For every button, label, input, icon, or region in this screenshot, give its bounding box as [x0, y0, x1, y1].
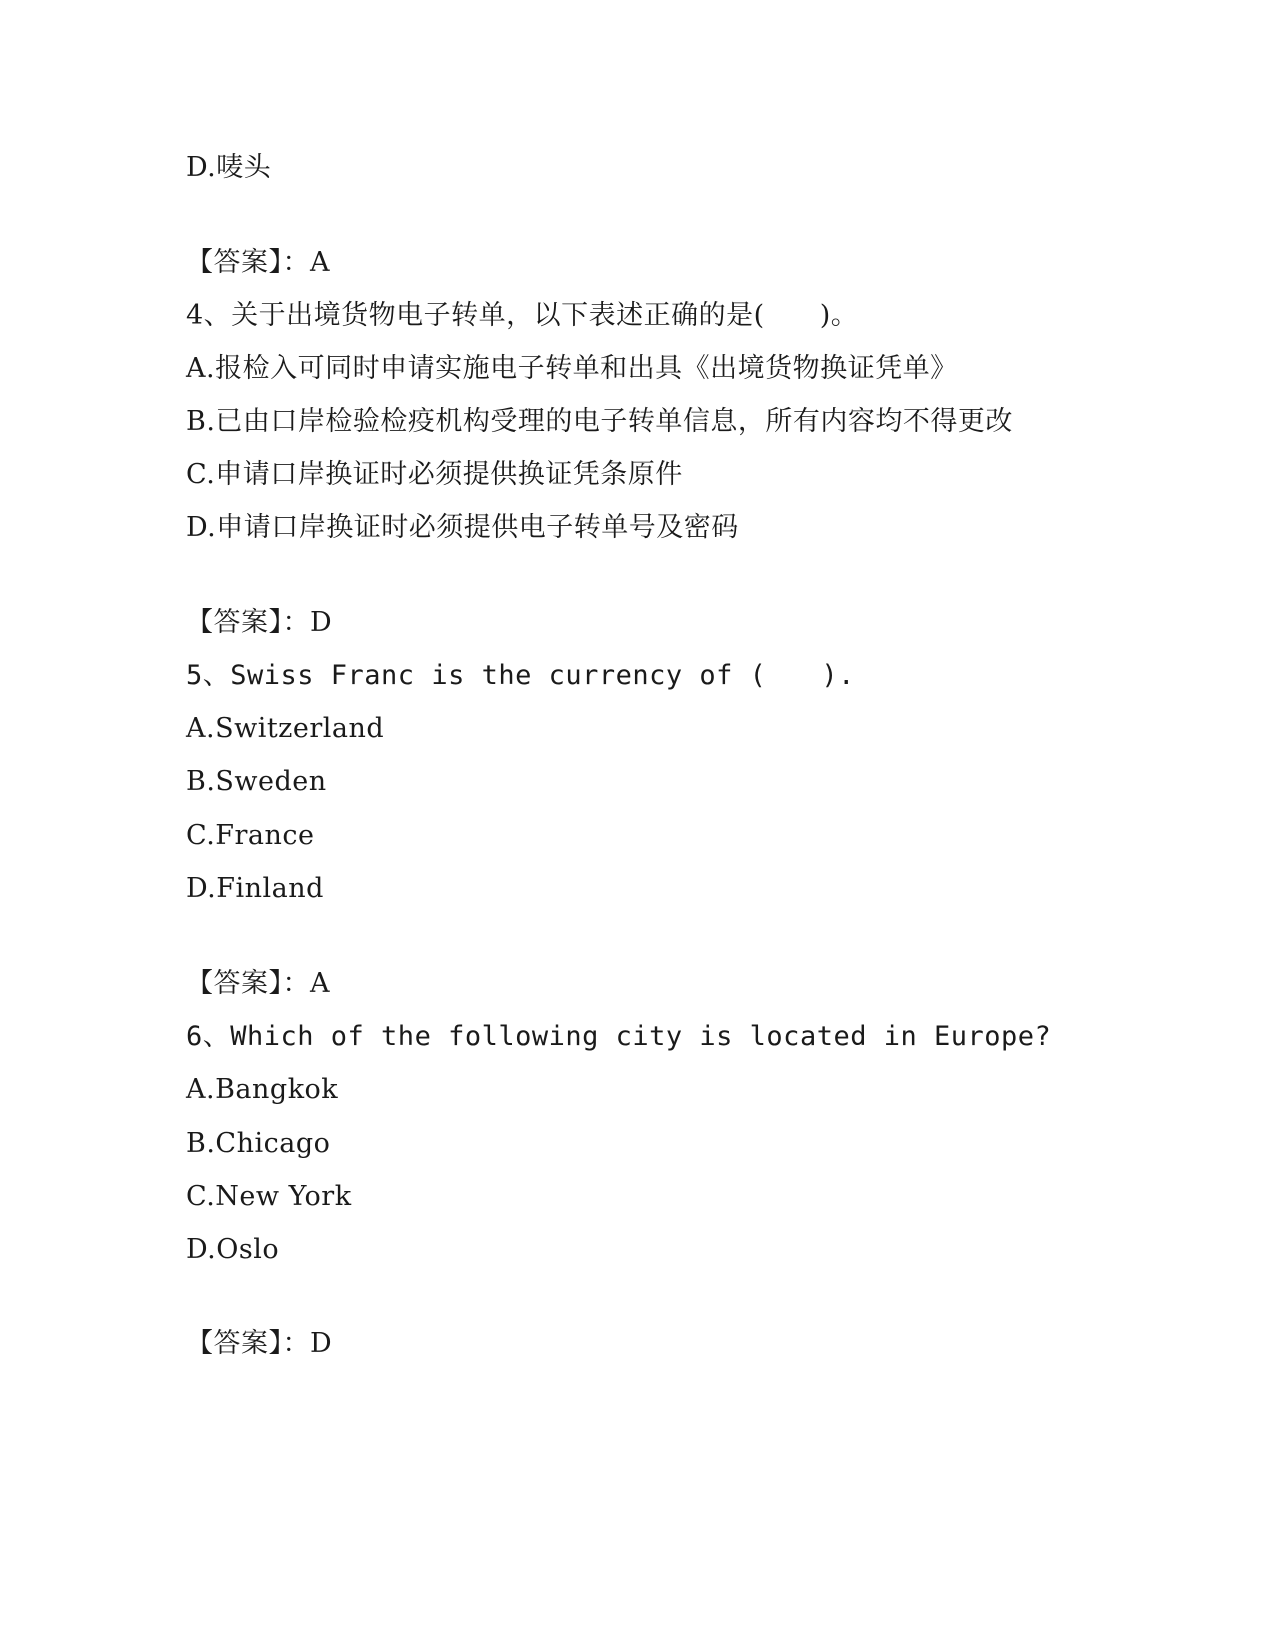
- q5-option-b: B.Sweden: [186, 766, 327, 797]
- q4-option-a: A.报检入可同时申请实施电子转单和出具《出境货物换证凭单》: [186, 353, 958, 384]
- q4-option-d: D.申请口岸换证时必须提供电子转单号及密码: [186, 512, 739, 543]
- q6-option-c: C.New York: [186, 1181, 352, 1212]
- q5-option-a: A.Switzerland: [186, 713, 385, 744]
- q5-answer: 【答案】：A: [186, 968, 330, 999]
- q6-answer: 【答案】：D: [186, 1328, 333, 1359]
- q5-question: 5、Swiss Franc is the currency of ( ).: [186, 660, 855, 691]
- q4-option-b: B.已由口岸检验检疫机构受理的电子转单信息，所有内容均不得更改: [186, 406, 1013, 437]
- q5-option-c: C.France: [186, 820, 315, 851]
- q6-option-d: D.Oslo: [186, 1234, 280, 1265]
- q4-option-c: C.申请口岸换证时必须提供换证凭条原件: [186, 459, 683, 490]
- q6-option-a: A.Bangkok: [186, 1074, 339, 1105]
- q6-question: 6、Which of the following city is located in Europe?: [186, 1021, 1052, 1052]
- q4-question: 4、关于出境货物电子转单，以下表述正确的是( )。: [186, 300, 859, 331]
- q6-option-b: B.Chicago: [186, 1128, 331, 1159]
- q5-option-d: D.Finland: [186, 873, 324, 904]
- q3-answer: 【答案】：A: [186, 247, 330, 278]
- q4-answer: 【答案】：D: [186, 607, 333, 638]
- q3-option-d: D.唛头: [186, 152, 272, 183]
